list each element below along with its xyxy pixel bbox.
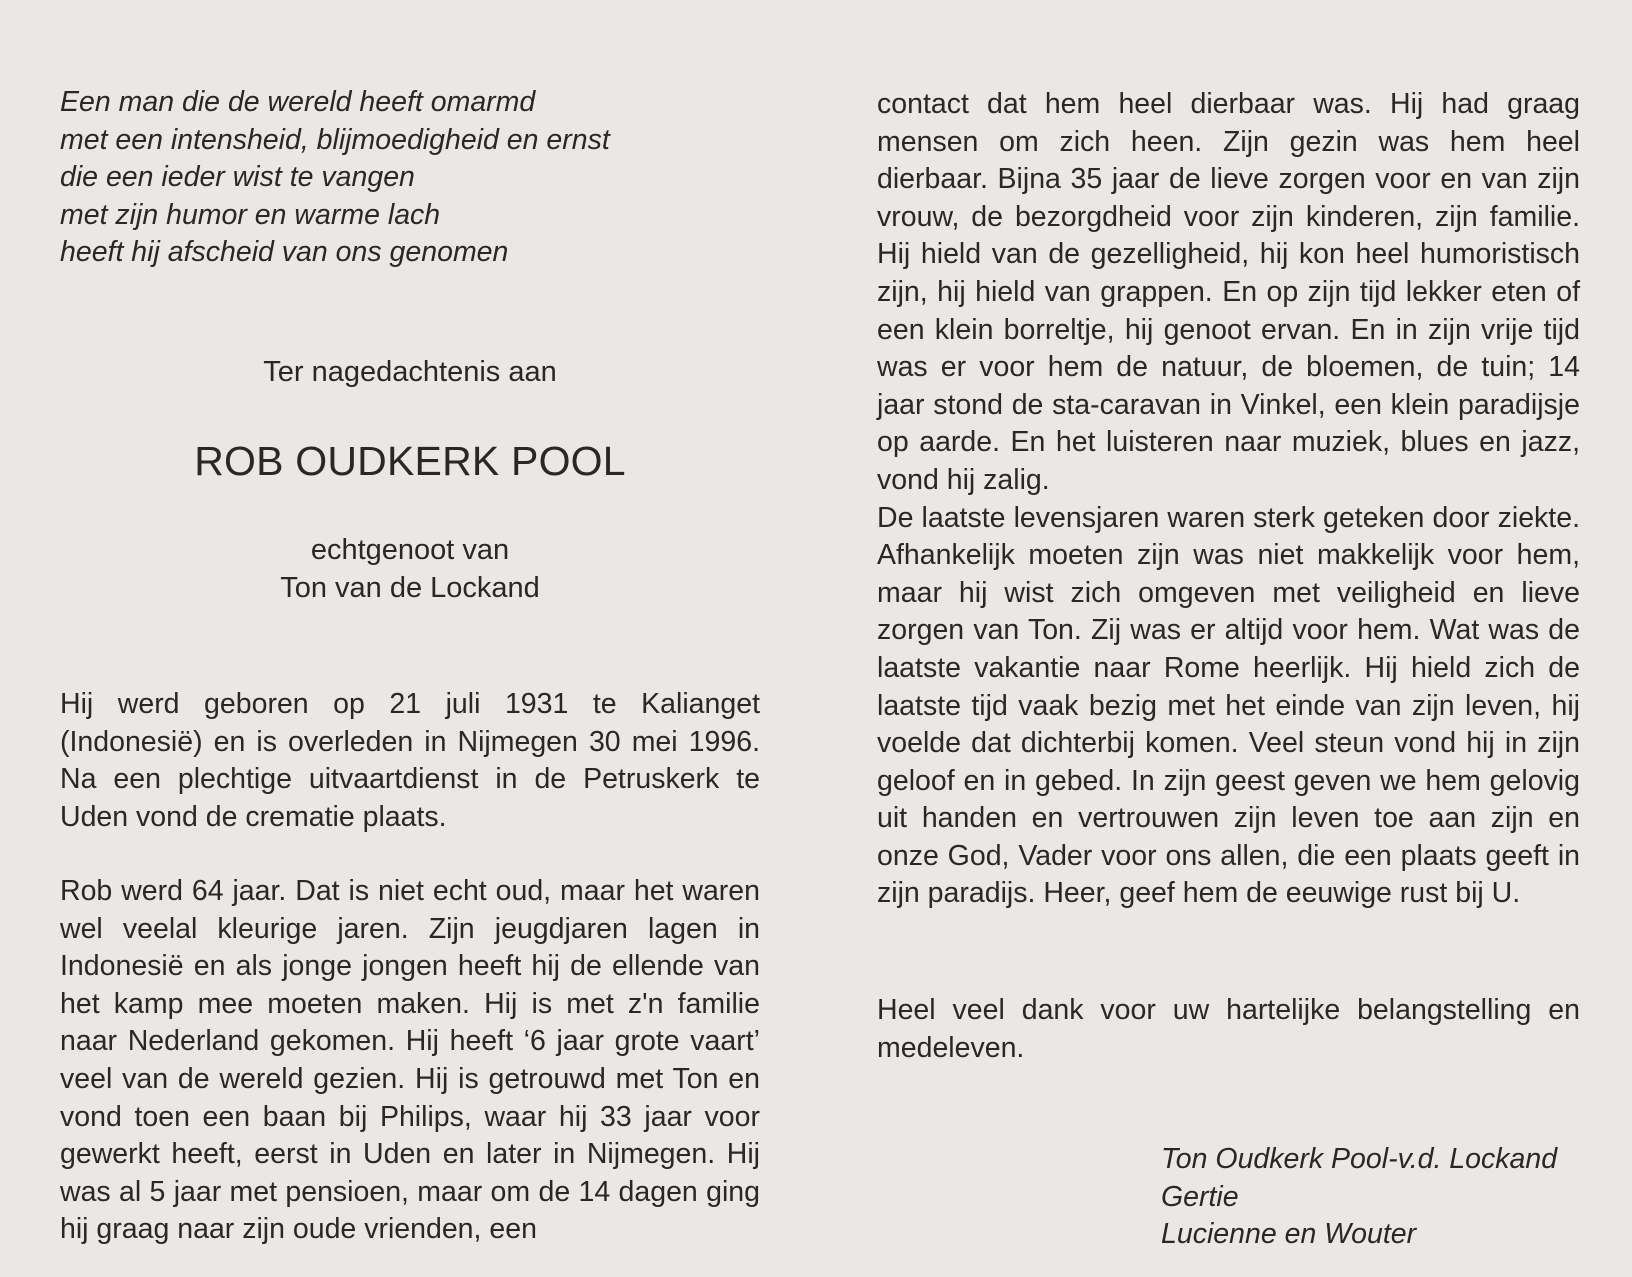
- poem-line: Een man die de wereld heeft omarmd: [60, 86, 536, 118]
- signature-line: Gertie: [1161, 1180, 1239, 1213]
- signature-line: Lucienne en Wouter: [1161, 1218, 1417, 1251]
- birth-death-paragraph: Hij werd geboren op 21 juli 1931 te Kalianget (Indonesië) en is overleden in Nijmegen 30 mei 1996. Na een plechtige uitvaartdienst in de Petruskerk te Uden vond de crematie plaats.: [60, 688, 760, 833]
- thanks-paragraph: Heel veel dank voor uw hartelijke belangstelling en medeleven.: [877, 994, 1580, 1064]
- life-story-continued-paragraph: contact dat hem heel dierbaar was. Hij had graag mensen om zich heen. Zijn gezin was hem heel dierbaar. Bijna 35 jaar de lieve zorgen voor en van zijn vrouw, de bezorgdheid voor zijn kinderen, zijn familie. Hij hield van de gezelligheid, hij kon heel humoristisch zijn, hij hield van grappen. En op zijn tijd lekker eten of een klein borreltje, hij genoot ervan. En in zijn vrije tijd was er voor hem de natuur, de bloemen, de tuin; 14 jaar stond de sta-caravan in Vinkel, een klein paradijsje op aarde. En het luisteren naar muziek, blues en jazz, vond hij zalig. De laatste levensjaren waren sterk geteken door ziekte. Afhankelijk moeten zijn was niet makkelijk voor hem, maar hij wist zich omgeven met veiligheid en lieve zorgen van Ton. Zij was er altijd voor hem. Wat was de laatste vakantie naar Rome heerlijk. Hij hield zich de laatste tijd vaak bezig met het einde van zijn leven, hij voelde dat dichterbij komen. Veel steun vond hij in zijn geloof en in gebed. In zijn geest geven we hem gelovig uit handen en vertrouwen zijn leven toe aan zijn en onze God, Vader voor ons allen, die een plaats geeft in zijn paradijs. Heer, geef hem de eeuwige rust bij U.: [877, 88, 1580, 910]
- poem-line: met een intensheid, blijmoedigheid en ernst: [60, 123, 610, 156]
- deceased-name: ROB OUDKERK POOL: [194, 438, 626, 484]
- memorial-intro: Ter nagedachtenis aan: [263, 356, 557, 388]
- poem: [60, 84, 610, 272]
- spouse-name: Ton van de Lockand: [280, 572, 540, 604]
- poem-line: met zijn humor en warme lach: [60, 198, 441, 231]
- signatures: [1161, 1141, 1557, 1254]
- poem-line: die een ieder wist te vangen: [60, 161, 415, 194]
- poem-line: heeft hij afscheid van ons genomen: [60, 236, 509, 269]
- spouse-block: [60, 531, 760, 607]
- spouse-label: echtgenoot van: [310, 534, 510, 566]
- signature-line: Ton Oudkerk Pool-v.d. Lockand: [1161, 1143, 1558, 1175]
- life-story-paragraph: Rob werd 64 jaar. Dat is niet echt oud, maar het waren wel veelal kleurige jaren. Zijn jeugdjaren lagen in Indonesië en als jonge jongen heeft hij de ellende van het kamp mee moeten maken. Hij is met z'n familie naar Nederland gekomen. Hij heeft ‘6 jaar grote vaart’ veel van de wereld gezien. Hij is getrouwd met Ton en vond toen een baan bij Philips, waar hij 33 jaar voor gewerkt heeft, eerst in Uden en later in Nijmegen. Hij was al 5 jaar met pensioen, maar om de 14 dagen ging hij graag naar zijn oude vrienden, een: [60, 875, 760, 1246]
